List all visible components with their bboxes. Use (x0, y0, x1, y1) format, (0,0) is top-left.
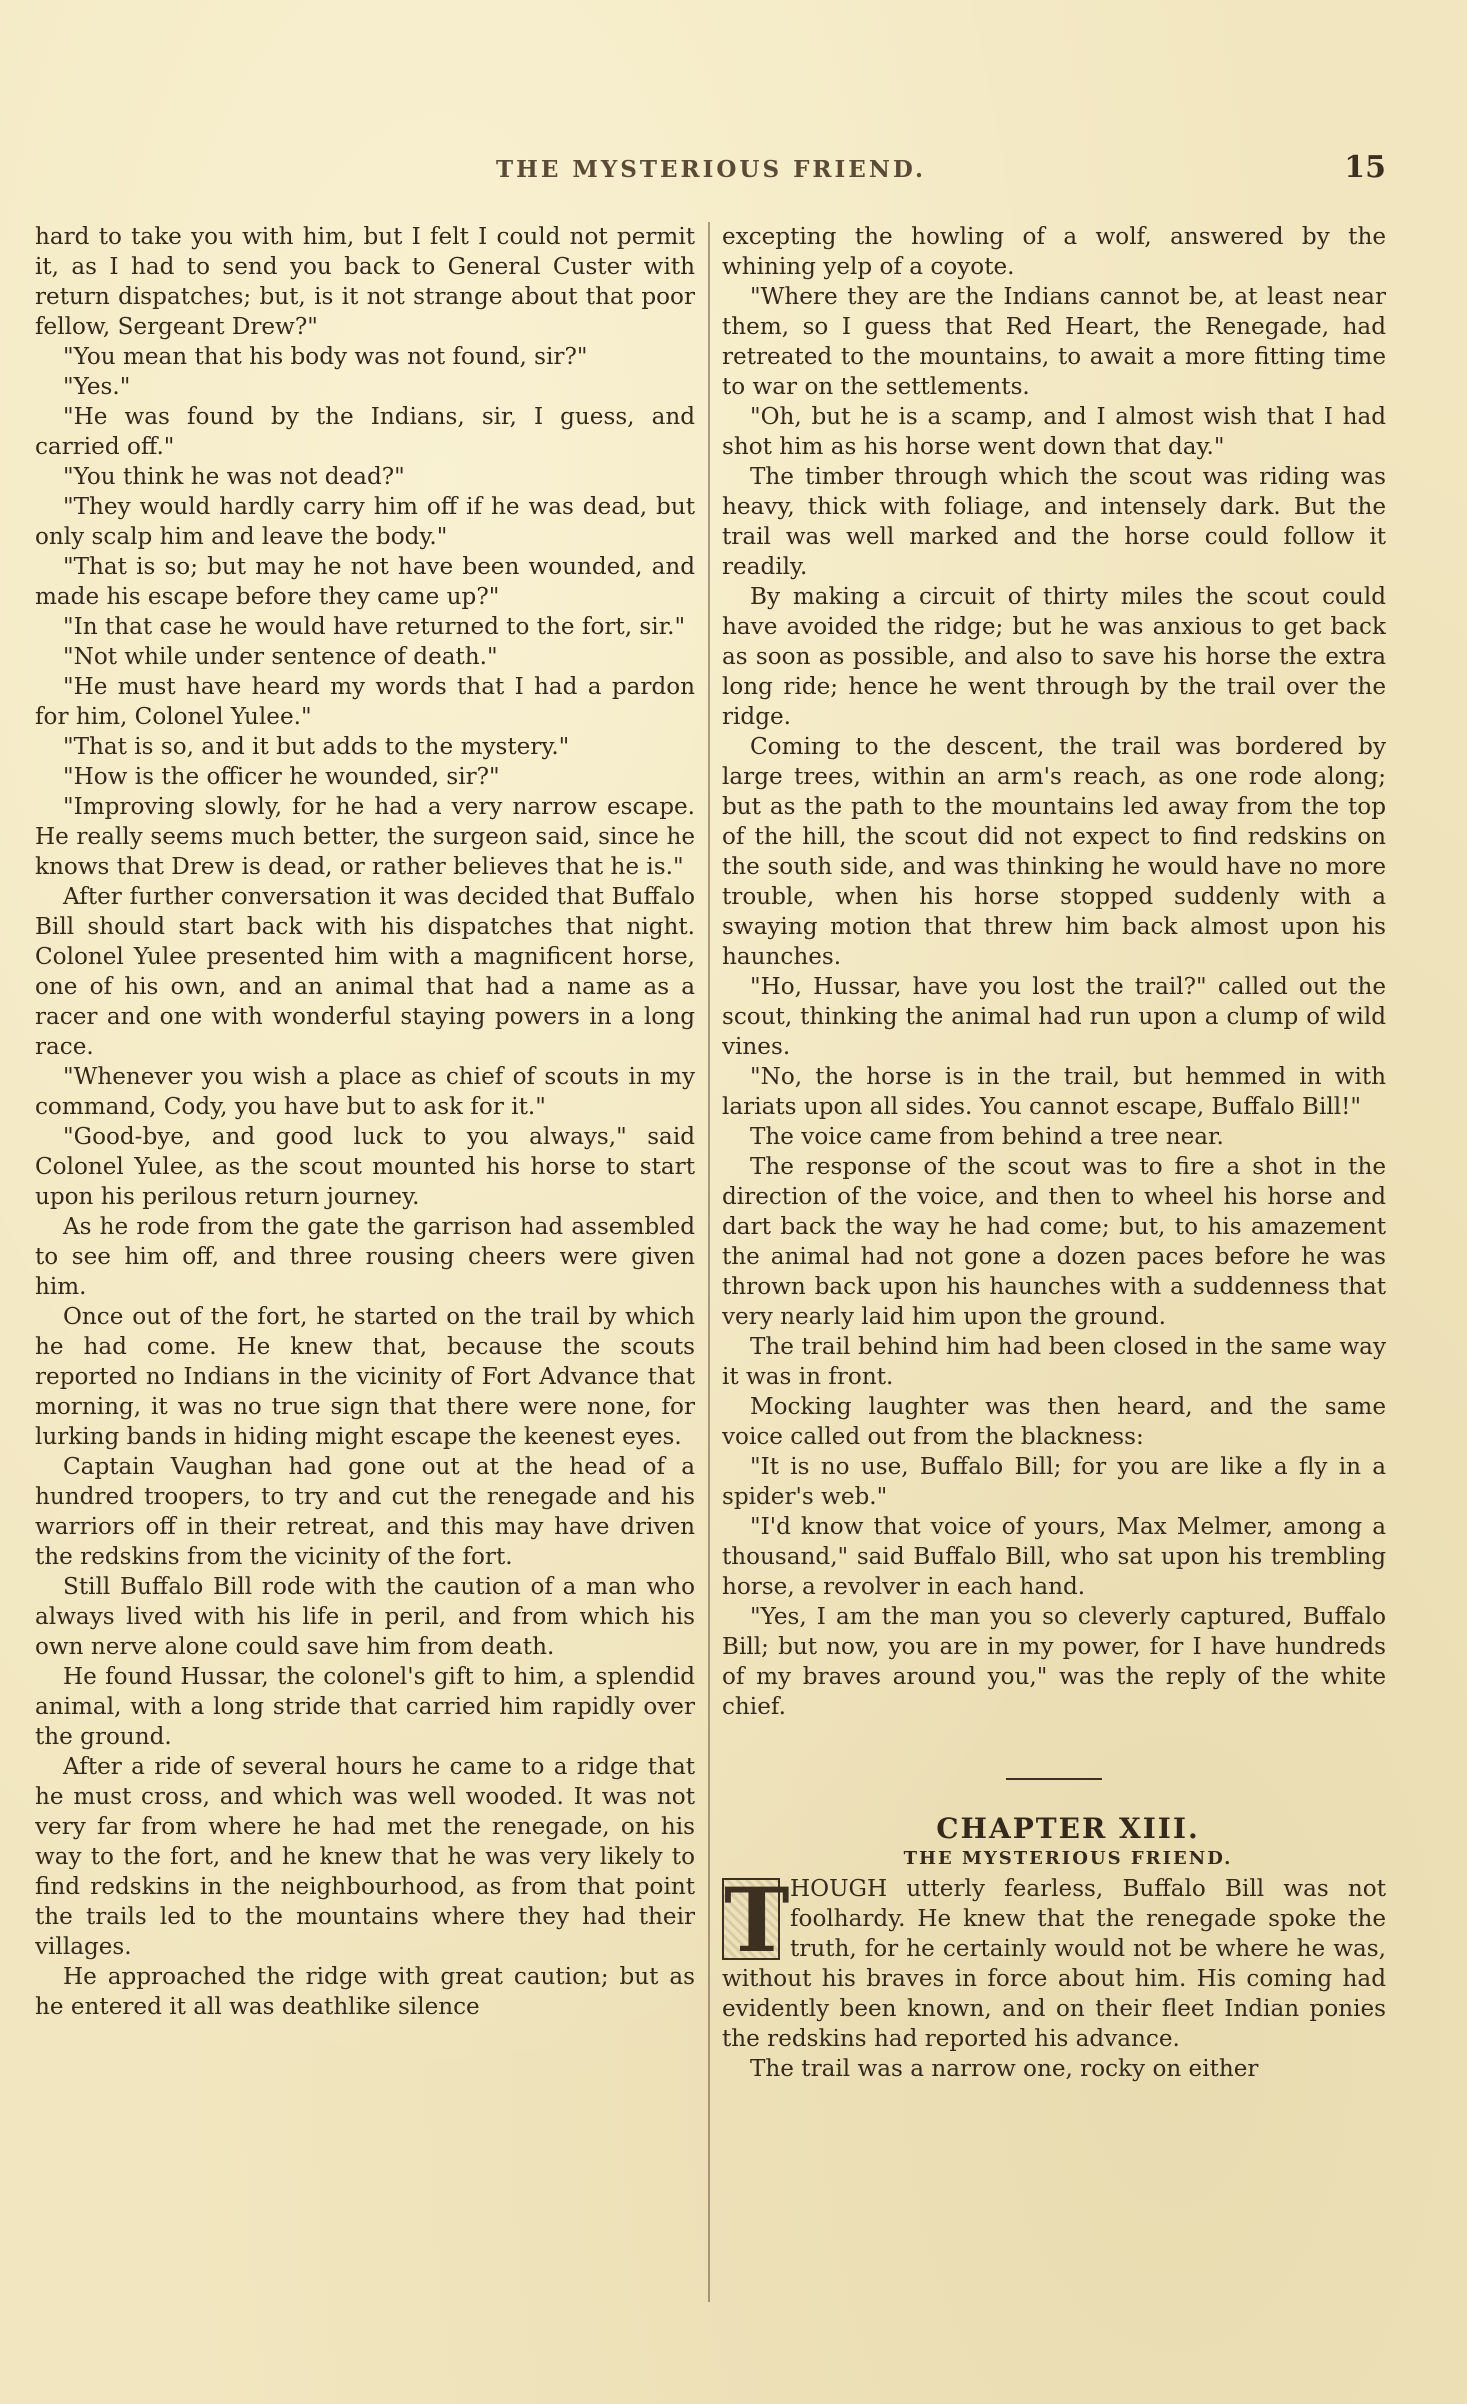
running-head: THE MYSTERIOUS FRIEND. (496, 156, 926, 183)
paragraph: The voice came from behind a tree near. (750, 1124, 1224, 1150)
paragraph: "They would hardly carry him off if he was dead, but only scalp him and leave the body." (35, 494, 695, 550)
left-column (35, 222, 695, 2312)
paragraph: "Whenever you wish a place as chief of scouts in my command, Cody, you have but to ask for it." (35, 1064, 695, 1120)
paragraph: After further conversation it was decided that Buffalo Bill should start back with his dispatches that night. Colonel Yulee presented him with a magnificent horse, one of his own, and an animal that had a name as a racer and one with wonderful staying powers in a long race. (35, 884, 695, 1060)
paragraph: "How is the officer he wounded, sir?" (63, 764, 500, 790)
column-rule (708, 222, 710, 2302)
paragraph: As he rode from the gate the garrison had assembled to see him off, and three rousing cheers were given him. (35, 1214, 695, 1300)
paragraph: The response of the scout was to fire a shot in the direction of the voice, and then to wheel his horse and dart back the way he had come; but, to his amazement the animal had not gone a dozen paces before he was thrown back upon his haunches with a suddenness that very nearly laid him upon the ground. (722, 1154, 1386, 1330)
paragraph: The trail was a narrow one, rocky on either (750, 2056, 1259, 2082)
paragraph: After a ride of several hours he came to a ridge that he must cross, and which was well wooded. It was not very far from where he had met the renegade, on his way to the fort, and he knew that he was very likely to find redskins in the neighbourhood, as from that point the trails led to the mountains where they had their villages. (35, 1754, 695, 1960)
paragraph: "In that case he would have returned to the fort, sir." (63, 614, 686, 640)
paragraph: "I'd know that voice of yours, Max Melmer, among a thousand," said Buffalo Bill, who sat upon his trembling horse, a revolver in each hand. (722, 1514, 1386, 1600)
drop-cap: T (724, 1868, 790, 1972)
paragraph: excepting the howling of a wolf, answered by the whining yelp of a coyote. (722, 224, 1386, 280)
paragraph: The timber through which the scout was riding was heavy, thick with foliage, and intensely dark. But the trail was well marked and the horse could follow it readily. (722, 464, 1386, 580)
chapter-divider (1006, 1778, 1102, 1780)
paragraph: "Oh, but he is a scamp, and I almost wish that I had shot him as his horse went down that day." (722, 404, 1386, 460)
paragraph: "Yes, I am the man you so cleverly captured, Buffalo Bill; but now, you are in my power, for I have hundreds of my braves around you," was the reply of the white chief. (722, 1604, 1386, 1720)
paragraph: He approached the ridge with great caution; but as he entered it all was deathlike silence (35, 1964, 695, 2020)
paragraph: "No, the horse is in the trail, but hemmed in with lariats upon all sides. You cannot escape, Buffalo Bill!" (722, 1064, 1386, 1120)
paragraph: Mocking laughter was then heard, and the same voice called out from the blackness: (722, 1394, 1386, 1450)
chapter-title: CHAPTER XIII. (936, 1812, 1200, 1845)
paragraph: "Good-bye, and good luck to you always," said Colonel Yulee, as the scout mounted his horse to start upon his perilous return journey. (35, 1124, 695, 1210)
paragraph: The trail behind him had been closed in the same way it was in front. (722, 1334, 1386, 1390)
paragraph: Coming to the descent, the trail was bordered by large trees, within an arm's reach, as one rode along; but as the path to the mountains led away from the top of the hill, the scout did not expect to find redskins on the south side, and was thinking he would have no more trouble, when his horse stopped suddenly with a swaying motion that threw him back almost upon his haunches. (722, 734, 1386, 970)
paragraph: "That is so, and it but adds to the mystery." (63, 734, 570, 760)
opening-text: HOUGH utterly fearless, Buffalo Bill was not foolhardy. He knew that the renegade spoke the truth, for he certainly would not be where he was, without his braves in force about him. His coming had evidently been known, and on their fleet Indian ponies the redskins had reported his advance. (722, 1876, 1386, 2052)
paragraph: "Where they are the Indians cannot be, at least near them, so I guess that Red Heart, the Renegade, had retreated to the mountains, to await a more fitting time to war on the settlements. (722, 284, 1386, 400)
paragraph: "He must have heard my words that I had a pardon for him, Colonel Yulee." (35, 674, 695, 730)
paragraph: "You mean that his body was not found, sir?" (63, 344, 588, 370)
paragraph: "Yes." (63, 374, 131, 400)
paragraph: "Not while under sentence of death." (63, 644, 498, 670)
paragraph: "It is no use, Buffalo Bill; for you are like a fly in a spider's web." (722, 1454, 1386, 1510)
paragraph: "He was found by the Indians, sir, I guess, and carried off." (35, 404, 695, 460)
paragraph: "Ho, Hussar, have you lost the trail?" called out the scout, thinking the animal had run upon a clump of wild vines. (722, 974, 1386, 1060)
page-number: 15 (1344, 150, 1386, 185)
paragraph: "Improving slowly, for he had a very narrow escape. He really seems much better, the surgeon said, since he knows that Drew is dead, or rather believes that he is." (35, 794, 695, 880)
page-header (36, 150, 1386, 192)
chapter-opening-paragraph (722, 1868, 1386, 2054)
paragraph: "That is so; but may he not have been wounded, and made his escape before they came up?" (35, 554, 695, 610)
chapter-subtitle: THE MYSTERIOUS FRIEND. (903, 1848, 1233, 1869)
paragraph: Captain Vaughan had gone out at the head of a hundred troopers, to try and cut the renegade and his warriors off in their retreat, and this may have driven the redskins from the vicinity of the fort. (35, 1454, 695, 1570)
paragraph: By making a circuit of thirty miles the scout could have avoided the ridge; but he was anxious to get back as soon as possible, and also to save his horse the extra long ride; hence he went through by the trail over the ridge. (722, 584, 1386, 730)
paragraph: Once out of the fort, he started on the trail by which he had come. He knew that, because the scouts reported no Indians in the vicinity of Fort Advance that morning, it was no true sign that there were none, for lurking bands in hiding might escape the keenest eyes. (35, 1304, 695, 1450)
paragraph: hard to take you with him, but I felt I could not permit it, as I had to send you back to General Custer with return dispatches; but, is it not strange about that poor fellow, Sergeant Drew?" (35, 224, 695, 340)
paragraph: Still Buffalo Bill rode with the caution of a man who always lived with his life in peril, and from which his own nerve alone could save him from death. (35, 1574, 695, 1660)
right-column (722, 222, 1386, 2312)
paragraph: He found Hussar, the colonel's gift to him, a splendid animal, with a long stride that carried him rapidly over the ground. (35, 1664, 695, 1750)
paragraph: "You think he was not dead?" (63, 464, 405, 490)
